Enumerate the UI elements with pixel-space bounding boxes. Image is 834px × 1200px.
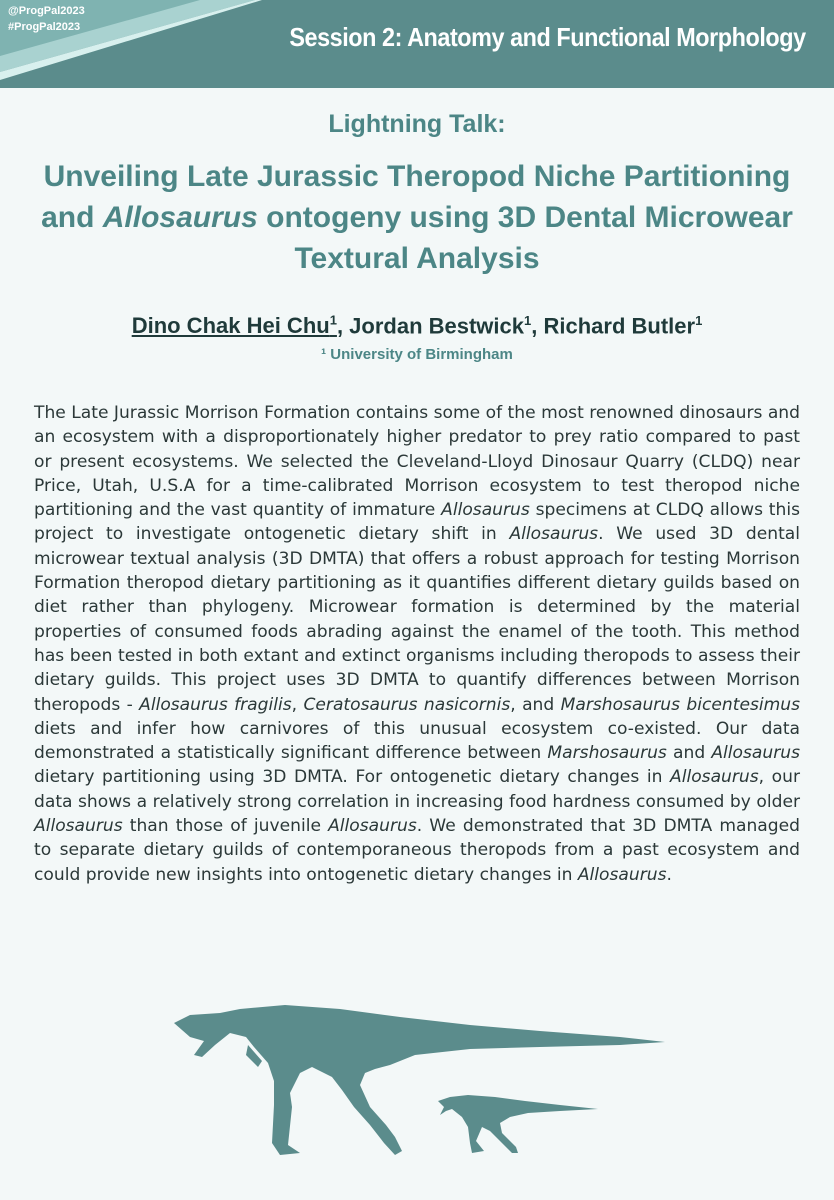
abstract-taxon: Marshosaurus xyxy=(547,743,667,764)
adult-allosaurus-silhouette-icon xyxy=(174,1005,665,1155)
abstract-segment: . We demonstrated that 3D DMTA managed to separate dietary guilds of contemporaneous theropods from a past ecosystem and could provide new insights into ontogenetic dietary changes in xyxy=(34,816,800,885)
twitter-handle: @ProgPal2023 xyxy=(8,5,85,17)
abstract-segment: The Late Jurassic Morrison Formation contains some of the most renowned dinosaurs and an ecosystem with a disproportionately higher predator to prey ratio compared to past or present ecosystems. We selected the Cleveland-Lloyd Dinosaur Quarry (CLDQ) near Price, Utah, U.S.A for a time-calibrated Morrison ecosystem to test theropod niche partitioning and the vast quantity of immature xyxy=(34,403,800,521)
talk-type-label: Lightning Talk: xyxy=(328,110,506,138)
presenting-author xyxy=(132,313,337,338)
talk-title-line3: Textural Analysis xyxy=(294,242,540,275)
abstract-segment: than those of juvenile xyxy=(122,816,329,837)
abstract-segment: specimens at CLDQ allows this project to investigate ontogenetic dietary shift in xyxy=(34,500,800,545)
abstract-taxon: Allosaurus xyxy=(509,524,599,545)
hashtag: #ProgPal2023 xyxy=(8,21,81,33)
social-handles xyxy=(8,3,85,35)
author-affiliation-mark: 1 xyxy=(695,313,703,328)
abstract-segment: , and xyxy=(510,694,561,715)
talk-title-genus: Allosaurus xyxy=(102,201,258,234)
abstract-taxon: Allosaurus xyxy=(577,864,667,885)
abstract-taxon: Allosaurus xyxy=(34,816,123,837)
presenting-author-name: Dino Chak Hei Chu xyxy=(131,313,330,339)
affiliation: ¹ University of Birmingham xyxy=(321,346,513,363)
abstract-segment: , xyxy=(291,694,304,715)
abstract-segment: dietary partitioning using 3D DMTA. For ontogenetic dietary changes in xyxy=(34,767,671,788)
abstract-segment: . xyxy=(666,864,672,885)
abstract-taxon: Allosaurus fragilis xyxy=(139,694,292,715)
abstract-taxon: Ceratosaurus nasicornis xyxy=(303,694,511,715)
theropod-silhouettes xyxy=(150,985,670,1165)
abstract-taxon: Allosaurus xyxy=(328,816,417,837)
abstract-taxon: Allosaurus xyxy=(441,500,530,521)
talk-title-line1: Unveiling Late Jurassic Theropod Niche Partitioning xyxy=(43,160,791,193)
talk-title-line2-post: ontogeny using 3D Dental Microwear xyxy=(257,201,793,234)
abstract-segment: diets and infer how carnivores of this unusual ecosystem co-existed. Our data demonstrated a statistically significant difference between xyxy=(34,718,800,764)
author-affiliation-mark: 1 xyxy=(524,313,532,328)
author-affiliation-mark: 1 xyxy=(329,313,337,328)
talk-title xyxy=(30,156,804,279)
session-header-banner xyxy=(0,0,834,88)
abstract-segment: , our data shows a relatively strong correlation in increasing food hardness consumed by older xyxy=(34,767,801,812)
abstract-text xyxy=(34,401,800,887)
author-3: , Richard Butler xyxy=(531,313,696,339)
talk-title-line2-pre: and xyxy=(41,201,103,234)
author-list xyxy=(0,313,834,339)
juvenile-allosaurus-silhouette-icon xyxy=(438,1095,598,1153)
abstract-segment: . We used 3D dental microwear textual analysis (3D DMTA) that offers a robust approach for testing Morrison Formation theropod dietary partitioning as it quantifies different dietary guilds based on diet rather than phylogeny. Microwear formation is determined by the material properties of consumed foods abrading against the enamel of the tooth. This method has been tested in both extant and extinct organisms including theropods to assess their dietary guilds. This project uses 3D DMTA to quantify differences between Morrison theropods - xyxy=(34,524,801,715)
abstract-taxon: Allosaurus xyxy=(711,743,800,764)
session-title: Session 2: Anatomy and Functional Morphology xyxy=(289,22,806,52)
abstract-segment: and xyxy=(666,743,712,764)
abstract-taxon: Allosaurus xyxy=(670,767,759,788)
abstract-taxon: Marshosaurus bicentesimus xyxy=(560,694,801,715)
author-2: , Jordan Bestwick xyxy=(336,313,525,339)
